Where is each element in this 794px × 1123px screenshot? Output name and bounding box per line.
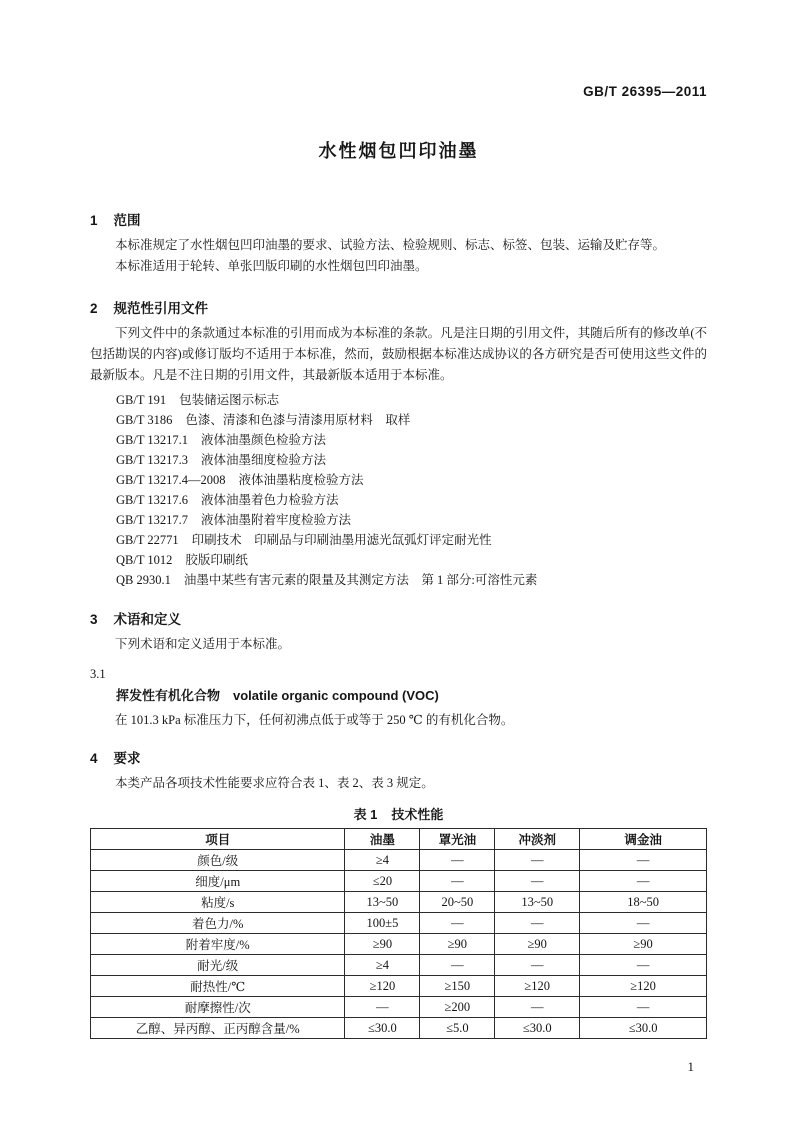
table-header-cell: 项目 <box>91 829 345 850</box>
table-header-cell: 冲淡剂 <box>495 829 580 850</box>
table-cell: 20~50 <box>420 892 495 913</box>
table-cell: — <box>420 850 495 871</box>
table-cell: ≥90 <box>345 934 420 955</box>
table-cell: 细度/μm <box>91 871 345 892</box>
reference-title: 胶版印刷纸 <box>185 553 248 567</box>
section-heading-requirements <box>90 747 707 767</box>
table-cell: 颜色/级 <box>91 850 345 871</box>
reference-item <box>116 430 707 450</box>
terms-intro: 下列术语和定义适用于本标准。 <box>115 637 291 651</box>
scope-paragraph-1: 本标准规定了水性烟包凹印油墨的要求、试验方法、检验规则、标志、标签、包装、运输及贮存等。 <box>115 238 666 252</box>
reference-item <box>116 570 707 590</box>
table-cell: 乙醇、异丙醇、正丙醇含量/% <box>91 1018 345 1039</box>
table-cell: ≥4 <box>345 955 420 976</box>
table-cell: — <box>495 850 580 871</box>
table-cell: 耐摩擦性/次 <box>91 997 345 1018</box>
table-cell: ≥120 <box>580 976 707 997</box>
term-number: 3.1 <box>90 667 106 681</box>
reference-code: GB/T 191 <box>116 393 167 407</box>
reference-code: GB/T 22771 <box>116 533 179 547</box>
reference-item <box>116 510 707 530</box>
reference-code: GB/T 13217.3 <box>116 453 188 467</box>
table-caption-title: 技术性能 <box>391 807 444 822</box>
scope-paragraph-2: 本标准适用于轮转、单张凹版印刷的水性烟包凹印油墨。 <box>115 259 428 273</box>
table-cell: ≥200 <box>420 997 495 1018</box>
table-cell: ≤30.0 <box>580 1018 707 1039</box>
table-cell: — <box>495 871 580 892</box>
document-title: 水性烟包凹印油墨 <box>318 141 479 161</box>
table-row <box>91 913 707 934</box>
standard-number: GB/T 26395—2011 <box>583 84 707 99</box>
section-heading-scope <box>90 209 707 229</box>
reference-title: 液体油墨粘度检验方法 <box>238 473 364 487</box>
table-cell: 粘度/s <box>91 892 345 913</box>
reference-code: GB/T 13217.1 <box>116 433 188 447</box>
table-cell: — <box>580 850 707 871</box>
table-cell: ≥120 <box>345 976 420 997</box>
normative-references-intro: 下列文件中的条款通过本标准的引用而成为本标准的条款。凡是注日期的引用文件，其随后所有的修改单(不包括勘误的内容)或修订版均不适用于本标准，然而，鼓励根据本标准达成协议的各方研究是否可使用这些文件的最新版本。凡是不注日期的引用文件，其最新版本适用于本标准。 <box>90 326 707 382</box>
table-cell: ≤30.0 <box>345 1018 420 1039</box>
table-cell: ≤30.0 <box>495 1018 580 1039</box>
reference-code: GB/T 3186 <box>116 413 173 427</box>
technical-performance-table <box>90 828 707 1039</box>
table-cell: 13~50 <box>495 892 580 913</box>
table-cell: ≥120 <box>495 976 580 997</box>
table-cell: ≤5.0 <box>420 1018 495 1039</box>
reference-title: 液体油墨着色力检验方法 <box>201 493 339 507</box>
table-cell: 18~50 <box>580 892 707 913</box>
table-header-cell: 调金油 <box>580 829 707 850</box>
table-cell: — <box>580 997 707 1018</box>
reference-title: 包装储运图示标志 <box>179 393 280 407</box>
table-cell: 13~50 <box>345 892 420 913</box>
section-number: 4 <box>90 751 98 766</box>
table-row <box>91 871 707 892</box>
table-caption-label: 表 1 <box>353 807 378 822</box>
term-english: volatile organic compound (VOC) <box>233 688 439 703</box>
table-cell: 100±5 <box>345 913 420 934</box>
table-header-cell: 油墨 <box>345 829 420 850</box>
section-number: 1 <box>90 213 98 228</box>
table-cell: 耐热性/℃ <box>91 976 345 997</box>
reference-code: GB/T 13217.7 <box>116 513 188 527</box>
reference-item <box>116 390 707 410</box>
table-row <box>91 934 707 955</box>
reference-item <box>116 450 707 470</box>
table-row <box>91 955 707 976</box>
requirements-intro: 本类产品各项技术性能要求应符合表 1、表 2、表 3 规定。 <box>115 776 434 790</box>
table-cell: — <box>580 871 707 892</box>
term-definition-text: 在 101.3 kPa 标准压力下，任何初沸点低于或等于 250 ℃ 的有机化合物。 <box>115 713 514 727</box>
reference-code: QB/T 1012 <box>116 553 173 567</box>
table-cell: ≤20 <box>345 871 420 892</box>
section-title: 规范性引用文件 <box>113 301 209 316</box>
section-number: 2 <box>90 301 98 316</box>
table-cell: ≥90 <box>420 934 495 955</box>
table-cell: — <box>495 955 580 976</box>
table-row <box>91 850 707 871</box>
section-title: 术语和定义 <box>113 612 182 627</box>
table-row <box>91 997 707 1018</box>
reference-item <box>116 410 707 430</box>
table-cell: 耐光/级 <box>91 955 345 976</box>
reference-code: GB/T 13217.4—2008 <box>116 473 226 487</box>
reference-code: QB 2930.1 <box>116 573 171 587</box>
reference-title: 油墨中某些有害元素的限量及其测定方法 第 1 部分:可溶性元素 <box>183 573 538 587</box>
table-row <box>91 976 707 997</box>
reference-title: 印刷技术 印刷品与印刷油墨用滤光氙弧灯评定耐光性 <box>191 533 492 547</box>
section-title: 要求 <box>113 751 141 766</box>
reference-title: 液体油墨颜色检验方法 <box>201 433 327 447</box>
section-heading-normative-references <box>90 297 707 317</box>
reference-title: 液体油墨附着牢度检验方法 <box>201 513 352 527</box>
reference-item <box>116 530 707 550</box>
table-cell: — <box>345 997 420 1018</box>
table-cell: — <box>495 997 580 1018</box>
section-title: 范围 <box>113 213 141 228</box>
reference-code: GB/T 13217.6 <box>116 493 188 507</box>
table-row <box>91 892 707 913</box>
reference-title: 液体油墨细度检验方法 <box>201 453 327 467</box>
page-number: 1 <box>687 1059 694 1074</box>
reference-item <box>116 490 707 510</box>
section-heading-terms <box>90 608 707 628</box>
table-cell: 附着牢度/% <box>91 934 345 955</box>
reference-item <box>116 550 707 570</box>
reference-title: 色漆、清漆和色漆与清漆用原材料 取样 <box>185 413 411 427</box>
term-chinese: 挥发性有机化合物 <box>116 688 221 703</box>
table-header-row <box>91 829 707 850</box>
reference-list <box>90 390 707 590</box>
table-cell: ≥4 <box>345 850 420 871</box>
term-definition-heading <box>90 685 707 704</box>
table-cell: ≥90 <box>495 934 580 955</box>
table-cell: — <box>580 955 707 976</box>
table-cell: — <box>420 871 495 892</box>
table-cell: — <box>420 913 495 934</box>
table-header-cell: 罩光油 <box>420 829 495 850</box>
table-cell: — <box>580 913 707 934</box>
table-caption <box>90 804 707 823</box>
reference-item <box>116 470 707 490</box>
table-cell: 着色力/% <box>91 913 345 934</box>
table-cell: ≥150 <box>420 976 495 997</box>
table-cell: — <box>495 913 580 934</box>
table-cell: — <box>420 955 495 976</box>
table-row <box>91 1018 707 1039</box>
section-number: 3 <box>90 612 98 627</box>
table-cell: ≥90 <box>580 934 707 955</box>
